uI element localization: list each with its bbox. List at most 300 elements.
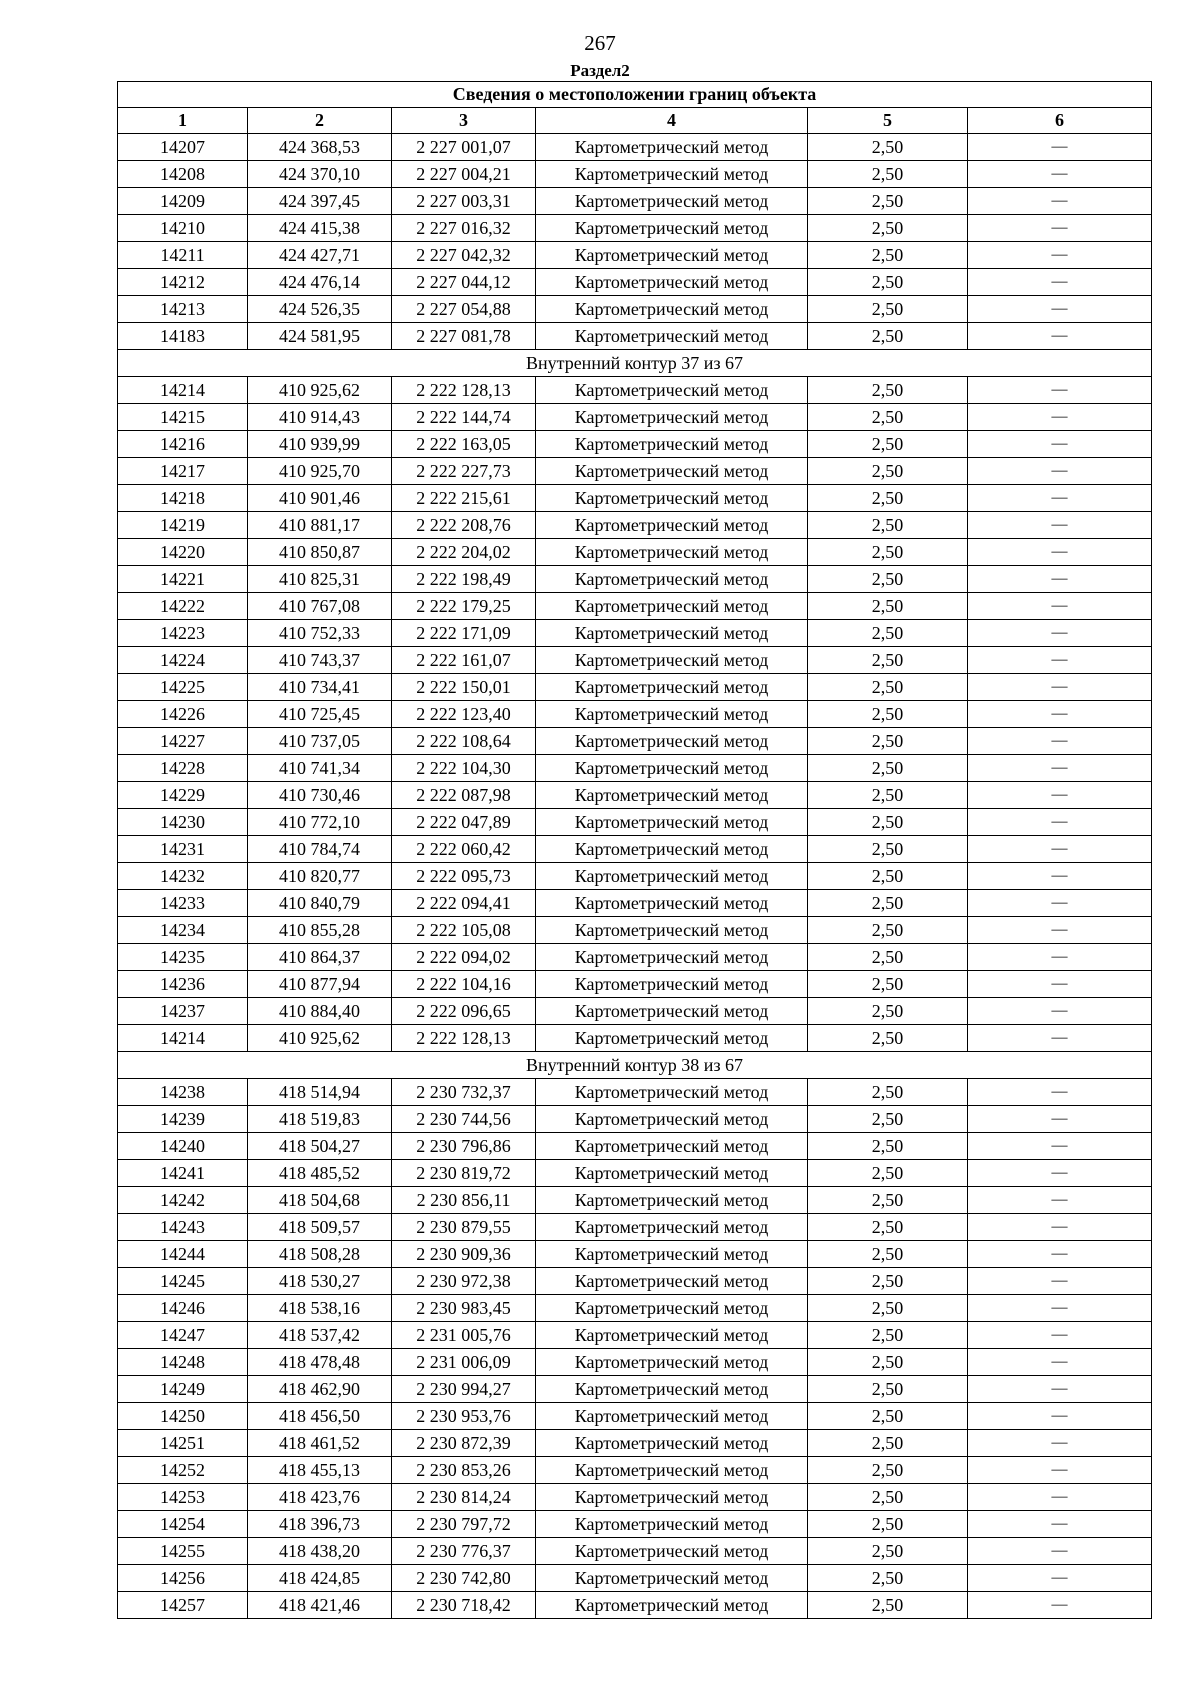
point-number-cell: 14247	[118, 1322, 248, 1349]
page-number: 267	[584, 31, 616, 55]
description-cell: —	[968, 1403, 1152, 1430]
method-cell: Картометрический метод	[536, 377, 808, 404]
table-row	[118, 1538, 1152, 1565]
y-coordinate-cell: 2 230 856,11	[392, 1187, 536, 1214]
description-cell: —	[968, 242, 1152, 269]
accuracy-cell: 2,50	[808, 1349, 968, 1376]
point-number-cell: 14240	[118, 1133, 248, 1160]
point-number-cell: 14230	[118, 809, 248, 836]
accuracy-cell: 2,50	[808, 1214, 968, 1241]
method-cell: Картометрический метод	[536, 242, 808, 269]
x-coordinate-cell: 410 767,08	[248, 593, 392, 620]
point-number-cell: 14225	[118, 674, 248, 701]
table-row	[118, 863, 1152, 890]
x-coordinate-cell: 424 415,38	[248, 215, 392, 242]
point-number-cell: 14219	[118, 512, 248, 539]
table-row	[118, 1430, 1152, 1457]
y-coordinate-cell: 2 222 128,13	[392, 1025, 536, 1052]
accuracy-cell: 2,50	[808, 674, 968, 701]
x-coordinate-cell: 410 925,70	[248, 458, 392, 485]
method-cell: Картометрический метод	[536, 134, 808, 161]
description-cell: —	[968, 728, 1152, 755]
y-coordinate-cell: 2 227 042,32	[392, 242, 536, 269]
description-cell: —	[968, 971, 1152, 998]
table-row	[118, 647, 1152, 674]
method-cell: Картометрический метод	[536, 809, 808, 836]
y-coordinate-cell: 2 227 044,12	[392, 269, 536, 296]
method-cell: Картометрический метод	[536, 674, 808, 701]
point-number-cell: 14250	[118, 1403, 248, 1430]
description-cell: —	[968, 1025, 1152, 1052]
y-coordinate-cell: 2 230 732,37	[392, 1079, 536, 1106]
accuracy-cell: 2,50	[808, 917, 968, 944]
accuracy-cell: 2,50	[808, 1187, 968, 1214]
description-cell: —	[968, 782, 1152, 809]
accuracy-cell: 2,50	[808, 161, 968, 188]
y-coordinate-cell: 2 222 171,09	[392, 620, 536, 647]
point-number-cell: 14248	[118, 1349, 248, 1376]
y-coordinate-cell: 2 230 853,26	[392, 1457, 536, 1484]
section-title: Раздел2	[570, 61, 630, 80]
table-row	[118, 1403, 1152, 1430]
method-cell: Картометрический метод	[536, 944, 808, 971]
boundary-coordinates-table	[117, 81, 1152, 1619]
table-row	[118, 1457, 1152, 1484]
point-number-cell: 14239	[118, 1106, 248, 1133]
description-cell: —	[968, 809, 1152, 836]
accuracy-cell: 2,50	[808, 890, 968, 917]
x-coordinate-cell: 418 514,94	[248, 1079, 392, 1106]
table-row	[118, 755, 1152, 782]
x-coordinate-cell: 418 456,50	[248, 1403, 392, 1430]
x-coordinate-cell: 410 752,33	[248, 620, 392, 647]
method-cell: Картометрический метод	[536, 1241, 808, 1268]
method-cell: Картометрический метод	[536, 701, 808, 728]
point-number-cell: 14208	[118, 161, 248, 188]
y-coordinate-cell: 2 230 953,76	[392, 1403, 536, 1430]
description-cell: —	[968, 1592, 1152, 1619]
x-coordinate-cell: 410 850,87	[248, 539, 392, 566]
method-cell: Картометрический метод	[536, 863, 808, 890]
x-coordinate-cell: 418 485,52	[248, 1160, 392, 1187]
table-row	[118, 215, 1152, 242]
table-row	[118, 782, 1152, 809]
table-title-row	[118, 82, 1152, 108]
y-coordinate-cell: 2 230 909,36	[392, 1241, 536, 1268]
y-coordinate-cell: 2 227 016,32	[392, 215, 536, 242]
accuracy-cell: 2,50	[808, 404, 968, 431]
point-number-cell: 14183	[118, 323, 248, 350]
description-cell: —	[968, 1268, 1152, 1295]
point-number-cell: 14229	[118, 782, 248, 809]
method-cell: Картометрический метод	[536, 782, 808, 809]
x-coordinate-cell: 418 396,73	[248, 1511, 392, 1538]
y-coordinate-cell: 2 230 879,55	[392, 1214, 536, 1241]
x-coordinate-cell: 410 939,99	[248, 431, 392, 458]
point-number-cell: 14213	[118, 296, 248, 323]
table-row	[118, 998, 1152, 1025]
x-coordinate-cell: 410 877,94	[248, 971, 392, 998]
table-row	[118, 1241, 1152, 1268]
x-coordinate-cell: 418 538,16	[248, 1295, 392, 1322]
accuracy-cell: 2,50	[808, 566, 968, 593]
accuracy-cell: 2,50	[808, 188, 968, 215]
x-coordinate-cell: 418 421,46	[248, 1592, 392, 1619]
method-cell: Картометрический метод	[536, 1214, 808, 1241]
method-cell: Картометрический метод	[536, 323, 808, 350]
description-cell: —	[968, 485, 1152, 512]
method-cell: Картометрический метод	[536, 1079, 808, 1106]
description-cell: —	[968, 917, 1152, 944]
method-cell: Картометрический метод	[536, 728, 808, 755]
description-cell: —	[968, 944, 1152, 971]
accuracy-cell: 2,50	[808, 809, 968, 836]
method-cell: Картометрический метод	[536, 431, 808, 458]
accuracy-cell: 2,50	[808, 1592, 968, 1619]
description-cell: —	[968, 134, 1152, 161]
x-coordinate-cell: 418 530,27	[248, 1268, 392, 1295]
table-title: Сведения о местоположении границ объекта	[118, 82, 1152, 108]
method-cell: Картометрический метод	[536, 1511, 808, 1538]
table-body	[118, 134, 1152, 1619]
y-coordinate-cell: 2 222 179,25	[392, 593, 536, 620]
point-number-cell: 14254	[118, 1511, 248, 1538]
method-cell: Картометрический метод	[536, 269, 808, 296]
method-cell: Картометрический метод	[536, 296, 808, 323]
method-cell: Картометрический метод	[536, 1349, 808, 1376]
table-row	[118, 539, 1152, 566]
point-number-cell: 14236	[118, 971, 248, 998]
y-coordinate-cell: 2 230 742,80	[392, 1565, 536, 1592]
table-row	[118, 674, 1152, 701]
description-cell: —	[968, 1160, 1152, 1187]
point-number-cell: 14221	[118, 566, 248, 593]
point-number-cell: 14214	[118, 377, 248, 404]
point-number-cell: 14216	[118, 431, 248, 458]
point-number-cell: 14211	[118, 242, 248, 269]
table-row	[118, 1160, 1152, 1187]
description-cell: —	[968, 1187, 1152, 1214]
contour-header-row	[118, 350, 1152, 377]
accuracy-cell: 2,50	[808, 1025, 968, 1052]
point-number-cell: 14224	[118, 647, 248, 674]
y-coordinate-cell: 2 222 095,73	[392, 863, 536, 890]
method-cell: Картометрический метод	[536, 404, 808, 431]
x-coordinate-cell: 410 725,45	[248, 701, 392, 728]
point-number-cell: 14245	[118, 1268, 248, 1295]
x-coordinate-cell: 418 438,20	[248, 1538, 392, 1565]
table-row	[118, 1322, 1152, 1349]
accuracy-cell: 2,50	[808, 1133, 968, 1160]
x-coordinate-cell: 424 581,95	[248, 323, 392, 350]
table-header-row	[118, 108, 1152, 134]
x-coordinate-cell: 424 476,14	[248, 269, 392, 296]
point-number-cell: 14227	[118, 728, 248, 755]
description-cell: —	[968, 1133, 1152, 1160]
x-coordinate-cell: 410 864,37	[248, 944, 392, 971]
point-number-cell: 14246	[118, 1295, 248, 1322]
description-cell: —	[968, 701, 1152, 728]
description-cell: —	[968, 188, 1152, 215]
y-coordinate-cell: 2 231 005,76	[392, 1322, 536, 1349]
table-row	[118, 1079, 1152, 1106]
accuracy-cell: 2,50	[808, 647, 968, 674]
y-coordinate-cell: 2 230 994,27	[392, 1376, 536, 1403]
x-coordinate-cell: 418 461,52	[248, 1430, 392, 1457]
x-coordinate-cell: 418 509,57	[248, 1214, 392, 1241]
x-coordinate-cell: 424 368,53	[248, 134, 392, 161]
x-coordinate-cell: 418 462,90	[248, 1376, 392, 1403]
description-cell: —	[968, 620, 1152, 647]
point-number-cell: 14231	[118, 836, 248, 863]
accuracy-cell: 2,50	[808, 971, 968, 998]
description-cell: —	[968, 161, 1152, 188]
table-row	[118, 917, 1152, 944]
table-row	[118, 1484, 1152, 1511]
table-row	[118, 188, 1152, 215]
accuracy-cell: 2,50	[808, 1106, 968, 1133]
method-cell: Картометрический метод	[536, 971, 808, 998]
y-coordinate-cell: 2 231 006,09	[392, 1349, 536, 1376]
accuracy-cell: 2,50	[808, 1457, 968, 1484]
method-cell: Картометрический метод	[536, 1403, 808, 1430]
method-cell: Картометрический метод	[536, 1376, 808, 1403]
method-cell: Картометрический метод	[536, 593, 808, 620]
table-row	[118, 944, 1152, 971]
table-row	[118, 593, 1152, 620]
point-number-cell: 14249	[118, 1376, 248, 1403]
table-row	[118, 1565, 1152, 1592]
y-coordinate-cell: 2 230 819,72	[392, 1160, 536, 1187]
method-cell: Картометрический метод	[536, 485, 808, 512]
x-coordinate-cell: 410 825,31	[248, 566, 392, 593]
y-coordinate-cell: 2 222 094,41	[392, 890, 536, 917]
x-coordinate-cell: 418 423,76	[248, 1484, 392, 1511]
table-row	[118, 1268, 1152, 1295]
point-number-cell: 14251	[118, 1430, 248, 1457]
accuracy-cell: 2,50	[808, 593, 968, 620]
accuracy-cell: 2,50	[808, 134, 968, 161]
table-row	[118, 431, 1152, 458]
point-number-cell: 14210	[118, 215, 248, 242]
table-row	[118, 134, 1152, 161]
table-row	[118, 1592, 1152, 1619]
y-coordinate-cell: 2 222 208,76	[392, 512, 536, 539]
method-cell: Картометрический метод	[536, 161, 808, 188]
table-row	[118, 512, 1152, 539]
description-cell: —	[968, 647, 1152, 674]
accuracy-cell: 2,50	[808, 836, 968, 863]
y-coordinate-cell: 2 222 163,05	[392, 431, 536, 458]
method-cell: Картометрический метод	[536, 566, 808, 593]
accuracy-cell: 2,50	[808, 701, 968, 728]
table-row	[118, 485, 1152, 512]
x-coordinate-cell: 424 397,45	[248, 188, 392, 215]
table-row	[118, 836, 1152, 863]
accuracy-cell: 2,50	[808, 512, 968, 539]
accuracy-cell: 2,50	[808, 1376, 968, 1403]
method-cell: Картометрический метод	[536, 1592, 808, 1619]
accuracy-cell: 2,50	[808, 1403, 968, 1430]
accuracy-cell: 2,50	[808, 215, 968, 242]
table-row	[118, 269, 1152, 296]
table-row	[118, 323, 1152, 350]
accuracy-cell: 2,50	[808, 1160, 968, 1187]
y-coordinate-cell: 2 230 744,56	[392, 1106, 536, 1133]
method-cell: Картометрический метод	[536, 998, 808, 1025]
column-header: 1	[118, 108, 248, 134]
point-number-cell: 14242	[118, 1187, 248, 1214]
x-coordinate-cell: 410 925,62	[248, 377, 392, 404]
y-coordinate-cell: 2 230 776,37	[392, 1538, 536, 1565]
accuracy-cell: 2,50	[808, 944, 968, 971]
method-cell: Картометрический метод	[536, 890, 808, 917]
y-coordinate-cell: 2 230 797,72	[392, 1511, 536, 1538]
accuracy-cell: 2,50	[808, 1511, 968, 1538]
table-row	[118, 377, 1152, 404]
method-cell: Картометрический метод	[536, 1187, 808, 1214]
accuracy-cell: 2,50	[808, 1565, 968, 1592]
y-coordinate-cell: 2 222 123,40	[392, 701, 536, 728]
point-number-cell: 14257	[118, 1592, 248, 1619]
x-coordinate-cell: 410 881,17	[248, 512, 392, 539]
y-coordinate-cell: 2 222 144,74	[392, 404, 536, 431]
x-coordinate-cell: 410 734,41	[248, 674, 392, 701]
point-number-cell: 14226	[118, 701, 248, 728]
description-cell: —	[968, 1511, 1152, 1538]
point-number-cell: 14222	[118, 593, 248, 620]
accuracy-cell: 2,50	[808, 998, 968, 1025]
description-cell: —	[968, 566, 1152, 593]
column-header: 2	[248, 108, 392, 134]
point-number-cell: 14255	[118, 1538, 248, 1565]
x-coordinate-cell: 418 455,13	[248, 1457, 392, 1484]
method-cell: Картометрический метод	[536, 647, 808, 674]
description-cell: —	[968, 1295, 1152, 1322]
y-coordinate-cell: 2 222 198,49	[392, 566, 536, 593]
x-coordinate-cell: 424 526,35	[248, 296, 392, 323]
y-coordinate-cell: 2 222 096,65	[392, 998, 536, 1025]
description-cell: —	[968, 458, 1152, 485]
description-cell: —	[968, 1322, 1152, 1349]
method-cell: Картометрический метод	[536, 1565, 808, 1592]
y-coordinate-cell: 2 227 001,07	[392, 134, 536, 161]
y-coordinate-cell: 2 227 004,21	[392, 161, 536, 188]
point-number-cell: 14238	[118, 1079, 248, 1106]
table-row	[118, 809, 1152, 836]
x-coordinate-cell: 410 741,34	[248, 755, 392, 782]
description-cell: —	[968, 1079, 1152, 1106]
table-row	[118, 971, 1152, 998]
y-coordinate-cell: 2 222 104,16	[392, 971, 536, 998]
table-row	[118, 458, 1152, 485]
description-cell: —	[968, 674, 1152, 701]
description-cell: —	[968, 890, 1152, 917]
description-cell: —	[968, 539, 1152, 566]
y-coordinate-cell: 2 222 094,02	[392, 944, 536, 971]
y-coordinate-cell: 2 230 983,45	[392, 1295, 536, 1322]
method-cell: Картометрический метод	[536, 1430, 808, 1457]
table-row	[118, 1025, 1152, 1052]
y-coordinate-cell: 2 222 215,61	[392, 485, 536, 512]
accuracy-cell: 2,50	[808, 485, 968, 512]
accuracy-cell: 2,50	[808, 539, 968, 566]
description-cell: —	[968, 1538, 1152, 1565]
description-cell: —	[968, 998, 1152, 1025]
y-coordinate-cell: 2 227 003,31	[392, 188, 536, 215]
accuracy-cell: 2,50	[808, 620, 968, 647]
x-coordinate-cell: 410 730,46	[248, 782, 392, 809]
y-coordinate-cell: 2 222 047,89	[392, 809, 536, 836]
table-row	[118, 296, 1152, 323]
point-number-cell: 14217	[118, 458, 248, 485]
x-coordinate-cell: 418 508,28	[248, 1241, 392, 1268]
x-coordinate-cell: 418 519,83	[248, 1106, 392, 1133]
method-cell: Картометрический метод	[536, 1268, 808, 1295]
description-cell: —	[968, 1241, 1152, 1268]
contour-label: Внутренний контур 38 из 67	[118, 1052, 1152, 1079]
description-cell: —	[968, 269, 1152, 296]
table-row	[118, 1511, 1152, 1538]
point-number-cell: 14207	[118, 134, 248, 161]
point-number-cell: 14220	[118, 539, 248, 566]
accuracy-cell: 2,50	[808, 1322, 968, 1349]
accuracy-cell: 2,50	[808, 323, 968, 350]
table-row	[118, 1214, 1152, 1241]
x-coordinate-cell: 410 772,10	[248, 809, 392, 836]
table-row	[118, 1376, 1152, 1403]
x-coordinate-cell: 410 840,79	[248, 890, 392, 917]
y-coordinate-cell: 2 222 161,07	[392, 647, 536, 674]
point-number-cell: 14235	[118, 944, 248, 971]
accuracy-cell: 2,50	[808, 377, 968, 404]
table-row	[118, 1187, 1152, 1214]
x-coordinate-cell: 410 925,62	[248, 1025, 392, 1052]
description-cell: —	[968, 215, 1152, 242]
description-cell: —	[968, 404, 1152, 431]
y-coordinate-cell: 2 222 108,64	[392, 728, 536, 755]
x-coordinate-cell: 410 820,77	[248, 863, 392, 890]
x-coordinate-cell: 418 504,27	[248, 1133, 392, 1160]
y-coordinate-cell: 2 222 104,30	[392, 755, 536, 782]
method-cell: Картометрический метод	[536, 1106, 808, 1133]
description-cell: —	[968, 1457, 1152, 1484]
x-coordinate-cell: 418 424,85	[248, 1565, 392, 1592]
y-coordinate-cell: 2 230 972,38	[392, 1268, 536, 1295]
description-cell: —	[968, 755, 1152, 782]
description-cell: —	[968, 1430, 1152, 1457]
table-row	[118, 566, 1152, 593]
y-coordinate-cell: 2 230 796,86	[392, 1133, 536, 1160]
x-coordinate-cell: 410 743,37	[248, 647, 392, 674]
point-number-cell: 14215	[118, 404, 248, 431]
column-header: 3	[392, 108, 536, 134]
point-number-cell: 14241	[118, 1160, 248, 1187]
method-cell: Картометрический метод	[536, 1322, 808, 1349]
table-row	[118, 404, 1152, 431]
accuracy-cell: 2,50	[808, 242, 968, 269]
contour-header-row	[118, 1052, 1152, 1079]
description-cell: —	[968, 377, 1152, 404]
point-number-cell: 14209	[118, 188, 248, 215]
accuracy-cell: 2,50	[808, 1484, 968, 1511]
y-coordinate-cell: 2 227 081,78	[392, 323, 536, 350]
point-number-cell: 14252	[118, 1457, 248, 1484]
description-cell: —	[968, 512, 1152, 539]
description-cell: —	[968, 1565, 1152, 1592]
description-cell: —	[968, 1106, 1152, 1133]
description-cell: —	[968, 1376, 1152, 1403]
